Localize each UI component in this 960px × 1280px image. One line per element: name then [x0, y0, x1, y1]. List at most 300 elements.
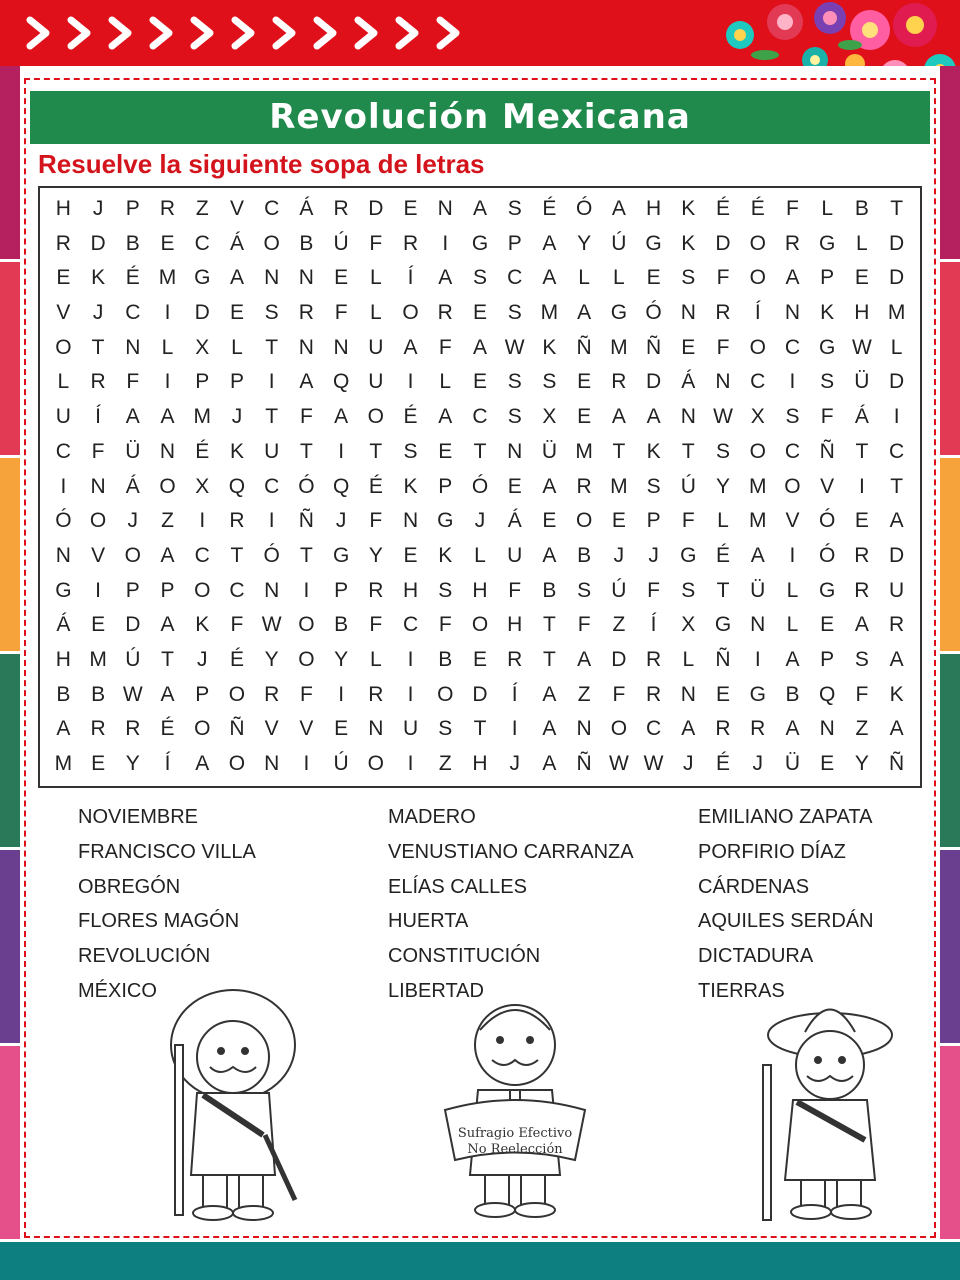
- grid-letter[interactable]: F: [786, 197, 799, 220]
- grid-letter[interactable]: M: [158, 266, 177, 290]
- grid-letter[interactable]: E: [472, 370, 487, 394]
- grid-letter[interactable]: B: [334, 613, 349, 637]
- grid-letter[interactable]: G: [471, 231, 489, 255]
- grid-letter[interactable]: O: [749, 231, 766, 255]
- grid-letter[interactable]: F: [299, 682, 313, 706]
- grid-letter[interactable]: V: [299, 717, 314, 741]
- grid-letter[interactable]: A: [56, 717, 71, 741]
- grid-letter[interactable]: Á: [229, 231, 244, 255]
- grid-letter[interactable]: F: [508, 578, 522, 602]
- grid-letter[interactable]: C: [194, 231, 210, 255]
- grid-letter[interactable]: F: [126, 370, 140, 394]
- grid-letter[interactable]: A: [889, 647, 904, 671]
- grid-letter[interactable]: E: [91, 752, 106, 775]
- grid-letter[interactable]: A: [299, 370, 314, 394]
- grid-letter[interactable]: T: [230, 543, 244, 567]
- grid-letter[interactable]: L: [890, 335, 903, 359]
- grid-letter[interactable]: M: [748, 474, 767, 498]
- grid-letter[interactable]: I: [303, 752, 310, 775]
- grid-letter[interactable]: F: [681, 509, 695, 533]
- grid-letter[interactable]: A: [785, 266, 800, 290]
- grid-letter[interactable]: A: [542, 752, 557, 775]
- grid-letter[interactable]: O: [124, 543, 141, 567]
- grid-letter[interactable]: S: [438, 717, 453, 741]
- grid-letter[interactable]: A: [160, 682, 175, 706]
- grid-letter[interactable]: É: [368, 474, 383, 498]
- grid-letter[interactable]: Ó: [55, 509, 72, 533]
- grid-letter[interactable]: O: [749, 335, 766, 359]
- grid-letter[interactable]: D: [368, 197, 384, 220]
- grid-letter[interactable]: V: [91, 543, 106, 567]
- grid-letter[interactable]: M: [610, 335, 628, 359]
- grid-letter[interactable]: R: [90, 370, 106, 394]
- grid-letter[interactable]: I: [60, 474, 67, 498]
- grid-letter[interactable]: S: [820, 370, 835, 394]
- grid-letter[interactable]: L: [369, 301, 382, 325]
- grid-letter[interactable]: E: [820, 613, 835, 637]
- grid-letter[interactable]: Ü: [125, 439, 141, 463]
- grid-letter[interactable]: K: [542, 335, 557, 359]
- grid-letter[interactable]: R: [889, 613, 905, 637]
- grid-letter[interactable]: Y: [264, 647, 279, 671]
- grid-letter[interactable]: Y: [368, 543, 383, 567]
- grid-letter[interactable]: X: [195, 474, 210, 498]
- grid-letter[interactable]: Ó: [645, 301, 662, 325]
- grid-letter[interactable]: U: [368, 335, 384, 359]
- grid-letter[interactable]: L: [439, 370, 452, 394]
- grid-letter[interactable]: A: [229, 266, 244, 290]
- grid-letter[interactable]: E: [472, 647, 487, 671]
- grid-letter[interactable]: N: [368, 717, 384, 741]
- grid-letter[interactable]: É: [195, 439, 210, 463]
- grid-letter[interactable]: Í: [511, 682, 518, 706]
- grid-letter[interactable]: I: [511, 717, 518, 741]
- grid-letter[interactable]: A: [750, 543, 765, 567]
- grid-letter[interactable]: D: [611, 647, 627, 671]
- grid-letter[interactable]: L: [856, 231, 868, 255]
- grid-letter[interactable]: F: [230, 613, 244, 637]
- grid-letter[interactable]: P: [820, 266, 835, 290]
- grid-letter[interactable]: Y: [334, 647, 349, 671]
- grid-letter[interactable]: O: [228, 682, 246, 706]
- grid-letter[interactable]: Á: [507, 509, 522, 533]
- grid-letter[interactable]: Ó: [575, 197, 593, 220]
- grid-letter[interactable]: Ú: [611, 578, 627, 602]
- grid-letter[interactable]: V: [785, 509, 800, 533]
- grid-letter[interactable]: G: [645, 231, 662, 255]
- grid-letter[interactable]: T: [369, 439, 383, 463]
- grid-letter[interactable]: Ñ: [715, 647, 731, 671]
- grid-letter[interactable]: I: [407, 752, 414, 775]
- grid-letter[interactable]: N: [507, 439, 523, 463]
- grid-letter[interactable]: U: [55, 405, 71, 429]
- grid-letter[interactable]: A: [542, 231, 557, 255]
- grid-letter[interactable]: I: [338, 682, 345, 706]
- grid-letter[interactable]: T: [890, 197, 904, 220]
- grid-letter[interactable]: A: [577, 301, 592, 325]
- grid-letter[interactable]: E: [403, 543, 418, 567]
- grid-letter[interactable]: Í: [95, 405, 101, 429]
- grid-letter[interactable]: G: [819, 578, 836, 602]
- grid-letter[interactable]: S: [438, 578, 453, 602]
- grid-letter[interactable]: A: [195, 752, 210, 775]
- grid-letter[interactable]: M: [193, 405, 211, 429]
- grid-letter[interactable]: U: [368, 370, 384, 394]
- grid-letter[interactable]: Ú: [611, 231, 627, 255]
- grid-letter[interactable]: I: [858, 474, 865, 498]
- grid-letter[interactable]: N: [680, 682, 696, 706]
- grid-letter[interactable]: S: [472, 266, 487, 290]
- grid-letter[interactable]: G: [819, 335, 836, 359]
- grid-letter[interactable]: A: [889, 509, 904, 533]
- grid-letter[interactable]: R: [437, 301, 453, 325]
- grid-letter[interactable]: K: [889, 682, 904, 706]
- grid-letter[interactable]: B: [577, 543, 592, 567]
- grid-letter[interactable]: Ü: [784, 752, 801, 775]
- grid-letter[interactable]: F: [820, 405, 834, 429]
- grid-letter[interactable]: G: [819, 231, 836, 255]
- grid-letter[interactable]: R: [90, 717, 106, 741]
- grid-letter[interactable]: P: [195, 682, 210, 706]
- grid-letter[interactable]: S: [854, 647, 869, 671]
- grid-letter[interactable]: P: [334, 578, 349, 602]
- grid-letter[interactable]: A: [889, 717, 904, 741]
- grid-letter[interactable]: A: [611, 197, 626, 220]
- grid-letter[interactable]: U: [264, 439, 280, 463]
- grid-letter[interactable]: T: [890, 474, 904, 498]
- grid-letter[interactable]: Z: [438, 752, 452, 775]
- grid-letter[interactable]: R: [125, 717, 141, 741]
- grid-letter[interactable]: O: [471, 613, 489, 637]
- grid-letter[interactable]: R: [645, 682, 662, 706]
- grid-letter[interactable]: W: [261, 613, 282, 637]
- grid-letter[interactable]: H: [402, 578, 419, 602]
- grid-letter[interactable]: E: [681, 335, 696, 359]
- grid-letter[interactable]: C: [402, 613, 419, 637]
- grid-letter[interactable]: É: [229, 647, 244, 671]
- grid-letter[interactable]: O: [784, 474, 801, 498]
- grid-letter[interactable]: N: [715, 370, 731, 394]
- grid-letter[interactable]: N: [437, 197, 453, 220]
- grid-letter[interactable]: F: [438, 613, 452, 637]
- grid-letter[interactable]: F: [577, 613, 591, 637]
- grid-letter[interactable]: E: [507, 474, 522, 498]
- grid-letter[interactable]: E: [334, 266, 349, 290]
- grid-letter[interactable]: W: [608, 752, 629, 775]
- grid-letter[interactable]: A: [646, 405, 661, 429]
- grid-letter[interactable]: C: [507, 266, 523, 290]
- grid-letter[interactable]: E: [160, 231, 175, 255]
- grid-letter[interactable]: M: [610, 474, 628, 498]
- grid-letter[interactable]: D: [472, 682, 488, 706]
- grid-letter[interactable]: I: [268, 370, 275, 394]
- grid-letter[interactable]: Ú: [333, 752, 349, 775]
- grid-letter[interactable]: Ñ: [645, 335, 662, 359]
- grid-letter[interactable]: E: [611, 509, 626, 533]
- grid-letter[interactable]: E: [577, 405, 592, 429]
- grid-letter[interactable]: É: [716, 197, 731, 220]
- grid-letter[interactable]: J: [683, 752, 694, 775]
- grid-letter[interactable]: R: [368, 578, 384, 602]
- grid-letter[interactable]: I: [338, 439, 345, 463]
- grid-letter[interactable]: B: [542, 578, 557, 602]
- grid-letter[interactable]: A: [611, 405, 626, 429]
- grid-letter[interactable]: I: [303, 578, 310, 602]
- grid-letter[interactable]: Z: [161, 509, 174, 533]
- grid-letter[interactable]: O: [437, 682, 454, 706]
- grid-letter[interactable]: T: [473, 439, 487, 463]
- grid-letter[interactable]: L: [231, 335, 243, 359]
- grid-letter[interactable]: G: [437, 509, 454, 533]
- grid-letter[interactable]: J: [648, 543, 659, 567]
- grid-letter[interactable]: T: [299, 543, 313, 567]
- grid-letter[interactable]: W: [713, 405, 733, 429]
- grid-letter[interactable]: Ó: [298, 474, 315, 498]
- grid-letter[interactable]: G: [194, 266, 211, 290]
- grid-letter[interactable]: B: [56, 682, 71, 706]
- grid-letter[interactable]: N: [298, 335, 314, 359]
- grid-letter[interactable]: A: [577, 647, 592, 671]
- grid-letter[interactable]: C: [784, 335, 801, 359]
- grid-letter[interactable]: I: [199, 509, 206, 533]
- grid-letter[interactable]: Ó: [471, 474, 489, 498]
- grid-letter[interactable]: T: [265, 335, 279, 359]
- grid-letter[interactable]: W: [122, 682, 143, 706]
- grid-letter[interactable]: É: [403, 405, 418, 429]
- grid-letter[interactable]: S: [507, 197, 522, 220]
- grid-letter[interactable]: É: [716, 543, 731, 567]
- grid-letter[interactable]: O: [159, 474, 176, 498]
- grid-letter[interactable]: J: [613, 543, 625, 567]
- grid-letter[interactable]: N: [784, 301, 801, 325]
- grid-letter[interactable]: G: [680, 543, 697, 567]
- grid-letter[interactable]: N: [298, 266, 314, 290]
- grid-letter[interactable]: R: [854, 578, 870, 602]
- grid-letter[interactable]: N: [159, 439, 176, 463]
- grid-letter[interactable]: Q: [228, 474, 246, 498]
- grid-letter[interactable]: L: [57, 370, 70, 394]
- grid-letter[interactable]: L: [578, 266, 590, 290]
- grid-letter[interactable]: Z: [195, 197, 209, 220]
- grid-letter[interactable]: Ó: [263, 543, 280, 567]
- grid-letter[interactable]: Á: [854, 405, 869, 429]
- grid-letter[interactable]: B: [785, 682, 800, 706]
- grid-letter[interactable]: A: [160, 543, 175, 567]
- grid-letter[interactable]: O: [194, 717, 211, 741]
- grid-letter[interactable]: E: [56, 266, 71, 290]
- grid-letter[interactable]: A: [160, 405, 175, 429]
- grid-letter[interactable]: A: [472, 197, 487, 220]
- grid-letter[interactable]: M: [748, 509, 767, 533]
- grid-letter[interactable]: U: [889, 578, 905, 602]
- grid-letter[interactable]: K: [195, 613, 210, 637]
- grid-letter[interactable]: E: [854, 509, 869, 533]
- grid-letter[interactable]: S: [716, 439, 731, 463]
- grid-letter[interactable]: R: [854, 543, 870, 567]
- grid-letter[interactable]: L: [161, 335, 174, 359]
- grid-letter[interactable]: K: [646, 439, 661, 463]
- grid-letter[interactable]: P: [160, 578, 175, 602]
- grid-letter[interactable]: T: [299, 439, 313, 463]
- grid-letter[interactable]: P: [229, 370, 244, 394]
- grid-letter[interactable]: I: [789, 543, 796, 567]
- grid-letter[interactable]: T: [91, 335, 105, 359]
- grid-letter[interactable]: I: [407, 682, 414, 706]
- grid-letter[interactable]: B: [299, 231, 314, 255]
- grid-letter[interactable]: É: [542, 197, 557, 220]
- grid-letter[interactable]: C: [472, 405, 488, 429]
- grid-letter[interactable]: D: [889, 370, 905, 394]
- grid-letter[interactable]: F: [334, 301, 348, 325]
- grid-letter[interactable]: R: [368, 682, 384, 706]
- grid-letter[interactable]: E: [438, 439, 453, 463]
- grid-letter[interactable]: F: [369, 231, 383, 255]
- grid-letter[interactable]: J: [231, 405, 243, 429]
- grid-letter[interactable]: B: [438, 647, 453, 671]
- grid-letter[interactable]: Z: [612, 613, 626, 637]
- grid-letter[interactable]: H: [472, 578, 488, 602]
- grid-letter[interactable]: Ü: [750, 578, 766, 602]
- grid-letter[interactable]: C: [889, 439, 905, 463]
- grid-letter[interactable]: X: [681, 613, 696, 637]
- grid-letter[interactable]: O: [194, 578, 211, 602]
- grid-letter[interactable]: I: [268, 509, 275, 533]
- grid-letter[interactable]: L: [821, 197, 834, 220]
- grid-letter[interactable]: F: [716, 266, 730, 290]
- grid-letter[interactable]: B: [854, 197, 869, 220]
- grid-letter[interactable]: E: [229, 301, 244, 325]
- grid-letter[interactable]: A: [785, 647, 800, 671]
- grid-letter[interactable]: F: [855, 682, 869, 706]
- grid-letter[interactable]: A: [160, 613, 175, 637]
- grid-letter[interactable]: Ú: [680, 474, 696, 498]
- grid-letter[interactable]: P: [507, 231, 522, 255]
- grid-letter[interactable]: O: [298, 613, 315, 637]
- grid-letter[interactable]: M: [540, 301, 559, 325]
- grid-letter[interactable]: S: [785, 405, 800, 429]
- grid-letter[interactable]: Ñ: [298, 509, 314, 533]
- grid-letter[interactable]: G: [332, 543, 350, 567]
- grid-letter[interactable]: Ñ: [576, 752, 592, 775]
- grid-letter[interactable]: X: [195, 335, 210, 359]
- grid-letter[interactable]: H: [55, 197, 71, 220]
- grid-letter[interactable]: G: [749, 682, 766, 706]
- grid-letter[interactable]: M: [54, 752, 73, 775]
- grid-letter[interactable]: S: [507, 405, 522, 429]
- grid-letter[interactable]: K: [681, 231, 696, 255]
- grid-letter[interactable]: N: [264, 752, 280, 775]
- grid-letter[interactable]: Ó: [819, 509, 836, 533]
- grid-letter[interactable]: N: [55, 543, 71, 567]
- grid-letter[interactable]: E: [577, 370, 592, 394]
- grid-letter[interactable]: S: [681, 266, 696, 290]
- grid-letter[interactable]: R: [333, 197, 349, 220]
- grid-letter[interactable]: T: [543, 613, 556, 637]
- grid-letter[interactable]: A: [125, 405, 140, 429]
- grid-letter[interactable]: Ú: [333, 231, 349, 255]
- grid-letter[interactable]: E: [646, 266, 661, 290]
- grid-letter[interactable]: L: [369, 647, 382, 671]
- grid-letter[interactable]: A: [681, 717, 696, 741]
- grid-letter[interactable]: K: [820, 301, 835, 325]
- grid-letter[interactable]: S: [646, 474, 661, 498]
- grid-letter[interactable]: N: [264, 266, 280, 290]
- grid-letter[interactable]: T: [612, 439, 626, 463]
- grid-letter[interactable]: C: [784, 439, 801, 463]
- grid-letter[interactable]: O: [749, 266, 766, 290]
- grid-letter[interactable]: P: [820, 647, 835, 671]
- grid-letter[interactable]: P: [438, 474, 453, 498]
- grid-letter[interactable]: R: [264, 682, 280, 706]
- grid-letter[interactable]: Y: [854, 752, 869, 775]
- grid-letter[interactable]: O: [575, 509, 593, 533]
- grid-letter[interactable]: J: [335, 509, 347, 533]
- grid-letter[interactable]: A: [472, 335, 487, 359]
- grid-letter[interactable]: A: [542, 682, 557, 706]
- grid-letter[interactable]: Ñ: [889, 752, 905, 775]
- grid-letter[interactable]: H: [645, 197, 662, 220]
- grid-letter[interactable]: O: [263, 231, 280, 255]
- grid-letter[interactable]: Ñ: [819, 439, 835, 463]
- grid-letter[interactable]: Á: [125, 474, 140, 498]
- grid-letter[interactable]: E: [334, 717, 349, 741]
- grid-letter[interactable]: H: [507, 613, 523, 637]
- grid-letter[interactable]: K: [91, 266, 106, 290]
- grid-letter[interactable]: S: [403, 439, 418, 463]
- grid-letter[interactable]: W: [851, 335, 872, 359]
- grid-letter[interactable]: M: [89, 647, 107, 671]
- grid-letter[interactable]: G: [55, 578, 72, 602]
- grid-letter[interactable]: W: [643, 752, 664, 775]
- grid-letter[interactable]: F: [647, 578, 660, 602]
- grid-letter[interactable]: S: [507, 301, 522, 325]
- grid-letter[interactable]: R: [507, 647, 523, 671]
- grid-letter[interactable]: Ü: [854, 370, 870, 394]
- grid-letter[interactable]: F: [438, 335, 452, 359]
- grid-letter[interactable]: Í: [407, 266, 414, 290]
- grid-letter[interactable]: X: [750, 405, 765, 429]
- grid-letter[interactable]: E: [542, 509, 557, 533]
- grid-letter[interactable]: R: [402, 231, 419, 255]
- grid-letter[interactable]: N: [264, 578, 280, 602]
- grid-letter[interactable]: R: [55, 231, 71, 255]
- grid-letter[interactable]: K: [229, 439, 244, 463]
- grid-letter[interactable]: N: [680, 405, 696, 429]
- grid-letter[interactable]: Q: [332, 370, 350, 394]
- grid-letter[interactable]: E: [472, 301, 487, 325]
- grid-letter[interactable]: T: [473, 717, 487, 741]
- grid-letter[interactable]: E: [820, 752, 835, 775]
- grid-letter[interactable]: F: [299, 405, 313, 429]
- grid-letter[interactable]: D: [90, 231, 106, 255]
- grid-letter[interactable]: É: [750, 197, 765, 220]
- grid-letter[interactable]: T: [543, 647, 556, 671]
- grid-letter[interactable]: J: [196, 647, 208, 671]
- grid-letter[interactable]: Á: [299, 197, 314, 220]
- grid-letter[interactable]: O: [367, 405, 384, 429]
- grid-letter[interactable]: A: [542, 474, 557, 498]
- grid-letter[interactable]: A: [438, 405, 453, 429]
- grid-letter[interactable]: J: [474, 509, 486, 533]
- grid-letter[interactable]: F: [369, 509, 383, 533]
- grid-letter[interactable]: C: [55, 439, 71, 463]
- grid-letter[interactable]: F: [91, 439, 105, 463]
- grid-letter[interactable]: D: [194, 301, 210, 325]
- grid-letter[interactable]: A: [542, 717, 557, 741]
- grid-letter[interactable]: N: [333, 335, 349, 359]
- grid-letter[interactable]: T: [161, 647, 174, 671]
- grid-letter[interactable]: T: [855, 439, 869, 463]
